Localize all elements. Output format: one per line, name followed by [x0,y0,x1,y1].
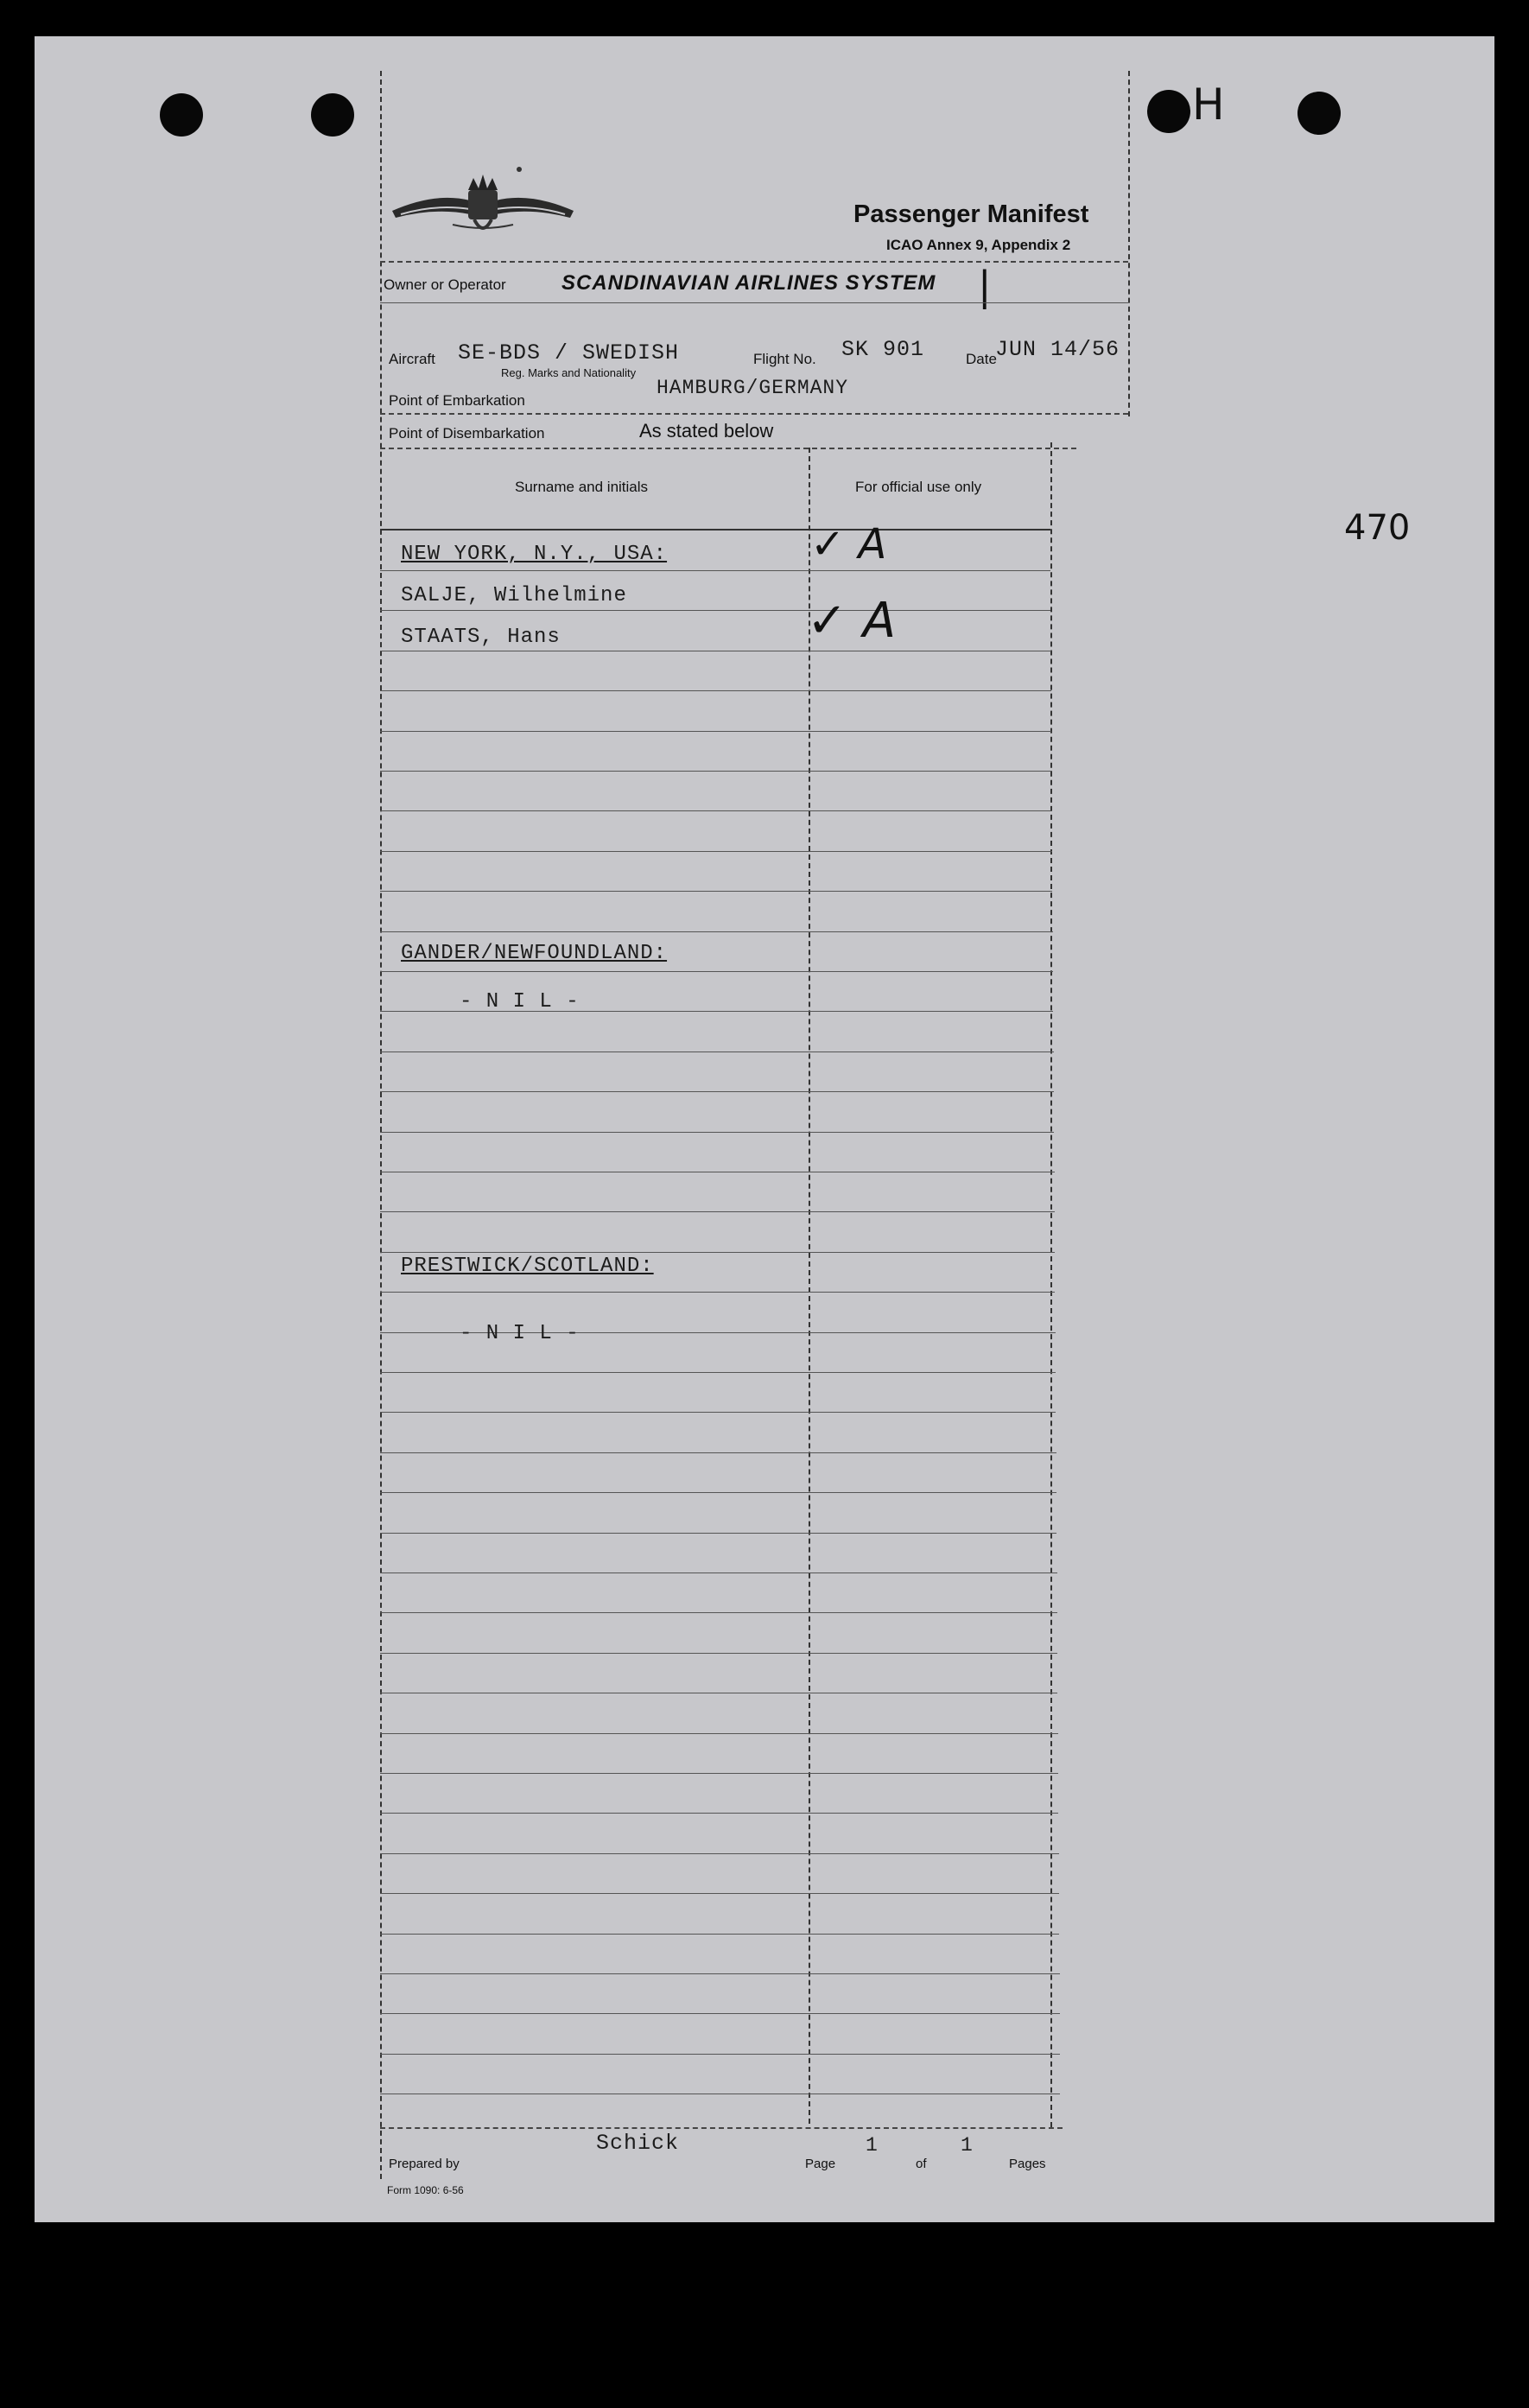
table-rule-line [380,731,1051,732]
table-rule-line [380,1773,1058,1774]
table-rule-line [380,2054,1060,2055]
date-label: Date [966,351,997,367]
page-number-stamp: 470 [1344,508,1411,548]
table-rule-line [380,931,1053,932]
embarkation-value: HAMBURG/GERMANY [657,377,849,399]
flight-label: Flight No. [753,351,816,367]
table-rule-line [380,971,1053,972]
official-check-mark-2: ✓ A [807,593,897,649]
table-rule-line [380,1893,1059,1894]
table-rule-line [380,851,1052,852]
entry-prestwick: PRESTWICK/SCOTLAND: [401,1255,654,1278]
page-label: Page [805,2157,836,2171]
punch-hole-1 [160,93,203,137]
entry-new-york: NEW YORK, N.Y., USA: [401,543,668,566]
table-rule-line [380,610,1050,611]
flight-value: SK 901 [841,337,925,362]
table-rule-line [380,771,1052,772]
entry-gander-nil: - N I L - [460,990,580,1013]
aircraft-value: SE-BDS / SWEDISH [458,340,680,365]
airline-wing-logo [384,166,582,244]
table-rule-line [380,810,1052,811]
manifest-subtitle: ICAO Annex 9, Appendix 2 [886,237,1071,253]
entry-gander: GANDER/NEWFOUNDLAND: [401,942,668,965]
table-rule-line [380,1252,1055,1253]
table-rule-line [380,1973,1060,1974]
table-rule-line [380,1813,1058,1814]
entry-passenger-salje: SALJE, Wilhelmine [401,584,627,607]
manifest-form [380,71,1132,2196]
table-rule-line [380,2093,1060,2094]
entry-passenger-staats: STAATS, Hans [401,626,561,649]
table-rule-line [380,1132,1054,1133]
official-check-mark-1: ✓ A [810,520,887,569]
pages-label: Pages [1009,2157,1046,2171]
punch-hole-3 [1147,90,1190,133]
punch-hole-2 [311,93,354,137]
of-label: of [916,2157,927,2171]
disembarkation-label: Point of Disembarkation [389,425,545,442]
col-official-header: For official use only [855,479,982,495]
embarkation-label: Point of Embarkation [389,392,525,409]
table-rule-line [380,1492,1056,1493]
owner-label: Owner or Operator [384,276,506,293]
date-value: JUN 14/56 [995,337,1120,362]
table-rule-line [380,891,1052,892]
table-rule-line [380,1733,1058,1734]
punch-hole-4 [1297,92,1341,135]
reg-marks-label: Reg. Marks and Nationality [501,366,637,379]
corner-mark: H [1192,79,1225,130]
aircraft-label: Aircraft [389,351,435,367]
table-rule-line [380,1091,1054,1092]
prepared-by-value: Schick [596,2131,680,2156]
table-rule-line [380,1292,1055,1293]
table-rule-line [380,1211,1055,1212]
table-rule-line [380,1612,1057,1613]
table-rule-line [380,1934,1059,1935]
manifest-title: Passenger Manifest [853,200,1089,228]
table-rule-line [380,690,1051,691]
table-rule-line [380,1372,1056,1373]
owner-value: SCANDINAVIAN AIRLINES SYSTEM [561,271,936,295]
table-rule-line [380,1412,1056,1413]
table-rule-line [380,570,1050,571]
form-code: Form 1090: 6-56 [387,2184,464,2196]
table-rule-line [380,1853,1059,1854]
entry-prestwick-nil: - N I L - [460,1322,580,1345]
table-rule-line [380,1533,1056,1534]
col-name-header: Surname and initials [515,479,649,495]
of-value: 1 [961,2134,974,2157]
owner-check-mark: | [978,263,992,309]
table-rule-line [380,1452,1056,1453]
table-rule-line [380,2013,1060,2014]
page-value: 1 [866,2134,879,2157]
disembarkation-value: As stated below [639,420,774,442]
prepared-by-label: Prepared by [389,2157,460,2171]
table-rule-line [380,1653,1057,1654]
